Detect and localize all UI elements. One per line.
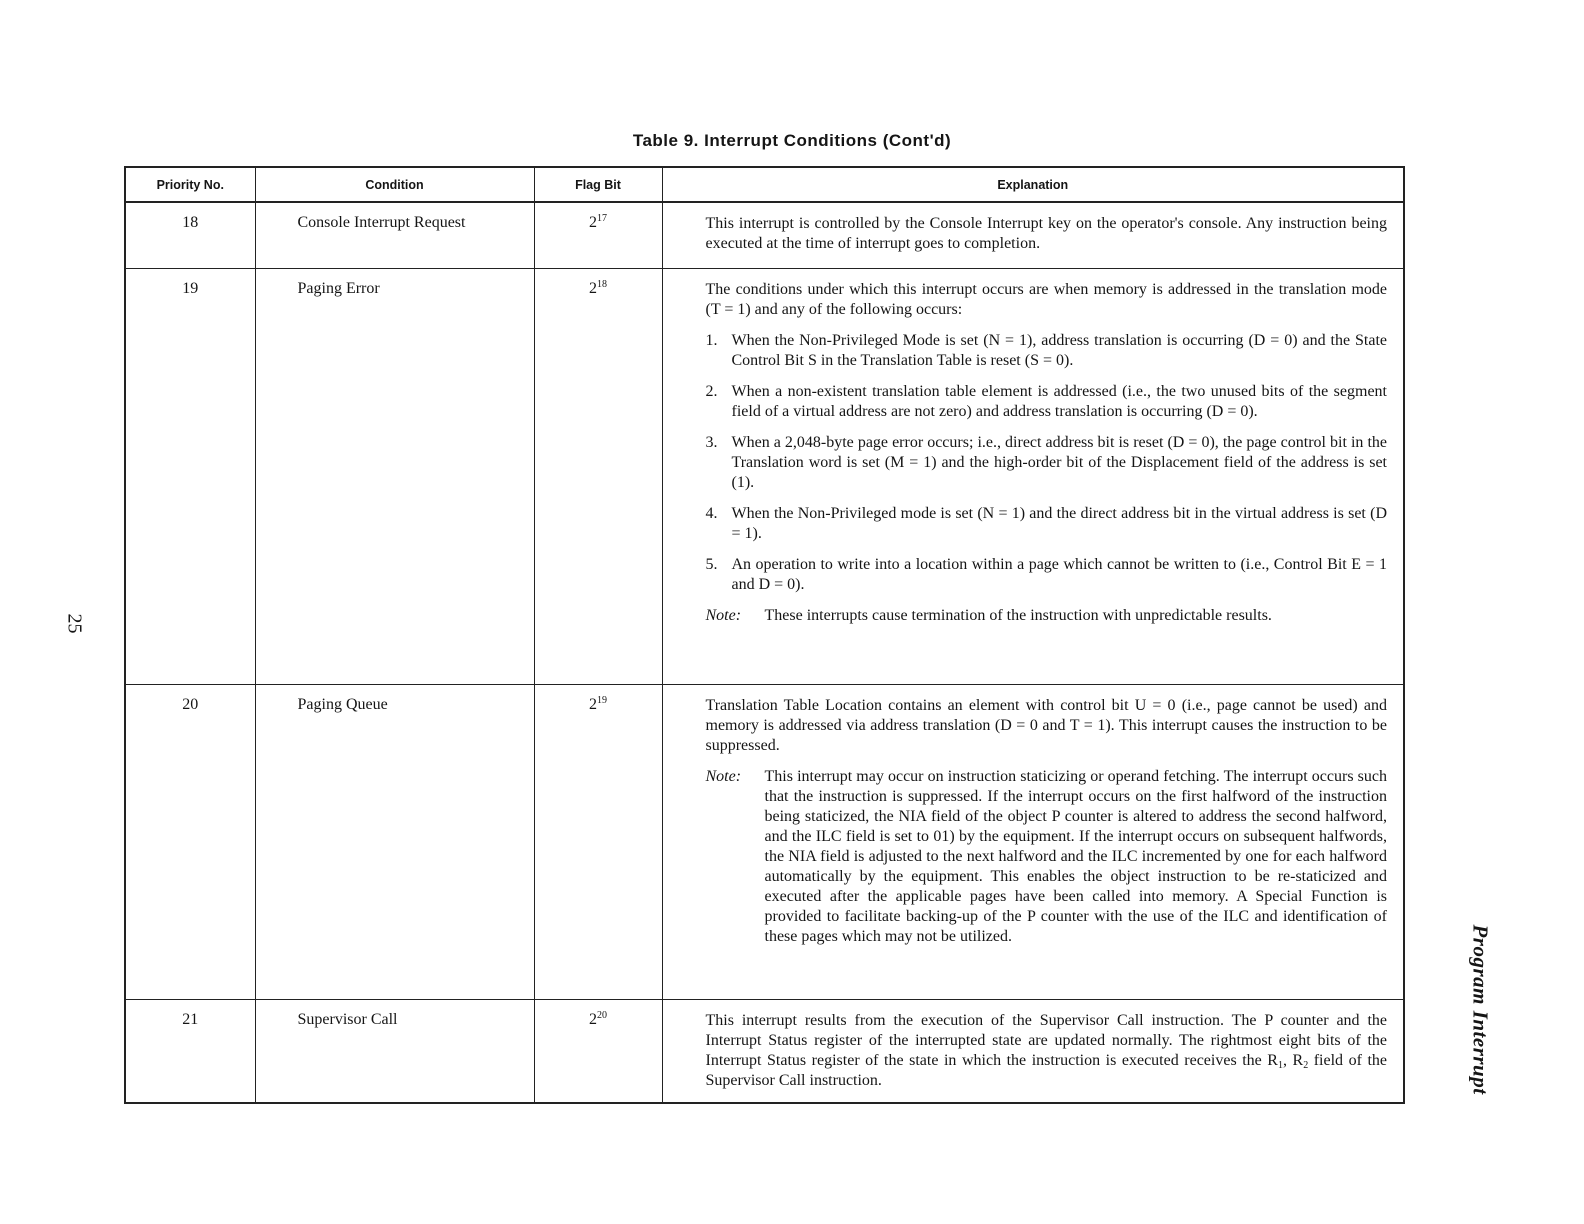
explanation-text-part: This interrupt results from the execution of the Supervisor Call instruction. The P counter and the Interrupt Status register of the interrupted state are updated normally. The rightmost eight bits of the Interrupt Status register of the state in which the instruction is executed receives the R <box>705 1011 1387 1069</box>
list-item-text: When the Non-Privileged mode is set (N = 1) and the direct address bit in the virtual address is set (D = 1). <box>731 504 1387 542</box>
list-item-number: 3. <box>705 433 718 451</box>
header-priority: Priority No. <box>125 167 255 202</box>
list-item-text: When a 2,048-byte page error occurs; i.e., direct address bit is reset (D = 0), the page control bit in the Translation word is set (M = 1) and the high-order bit of the Displacement field of the address is set (1). <box>731 433 1387 491</box>
flag-exponent: 19 <box>597 694 607 706</box>
condition-cell: Supervisor Call <box>255 999 534 1103</box>
list-item-number: 4. <box>705 504 718 522</box>
side-section-title: Program Interrupt <box>1468 924 1493 1095</box>
table-row <box>125 684 1404 999</box>
flag-base: 2 <box>589 214 597 231</box>
table-header-row <box>125 167 1404 202</box>
condition-cell: Paging Queue <box>255 684 534 999</box>
list-item-number: 5. <box>705 555 718 573</box>
condition-cell: Console Interrupt Request <box>255 202 534 268</box>
note-text: This interrupt may occur on instruction staticizing or operand fetching. The interrupt occurs such that the instruction is suppressed. If the interrupt occurs on the first halfword of the instruction being staticized, the NIA field of the object P counter is altered to address the second halfword, and the ILC field is set to 01) by the equipment. If the interrupt occurs on subsequent halfwords, the NIA field is adjusted to the next halfword and the ILC incremented by one for each halfword automatically by the equipment. This enables the object instruction to be re-staticized and executed after the applicable pages have been called into memory. A Special Function is provided to facilitate backing-up of the P counter with the use of the ILC and identification of these pages which may not be utilized. <box>764 767 1387 945</box>
list-item <box>706 504 1388 544</box>
explanation-text <box>706 1011 1388 1091</box>
flag-bit-cell <box>534 999 662 1103</box>
table-title: Table 9. Interrupt Conditions (Cont'd) <box>632 131 952 150</box>
header-explanation: Explanation <box>662 167 1404 202</box>
flag-base: 2 <box>589 1010 597 1028</box>
flag-base: 2 <box>589 695 597 713</box>
flag-bit-cell <box>534 684 662 999</box>
flag-base: 2 <box>589 279 597 297</box>
note <box>706 767 1388 947</box>
explanation-text-part: , R <box>1282 1051 1304 1069</box>
explanation-text: Translation Table Location contains an element with control bit U = 0 (i.e., page cannot be used) and memory is addressed via address translation (D = 0 and T = 1). This interrupt causes the instruction to be suppressed. <box>705 696 1387 754</box>
explanation-cell <box>662 202 1404 268</box>
priority-cell: 21 <box>125 999 255 1103</box>
priority-cell: 19 <box>125 268 255 684</box>
condition-cell: Paging Error <box>255 268 534 684</box>
list-item-text: An operation to write into a location within a page which cannot be written to (i.e., Control Bit E = 1 and D = 0). <box>731 555 1387 593</box>
explanation-text: The conditions under which this interrupt occurs are when memory is addressed in the translation mode (T = 1) and any of the following occurs: <box>705 280 1387 318</box>
flag-bit-cell <box>534 202 662 268</box>
table-row <box>125 268 1404 684</box>
explanation-text: This interrupt is controlled by the Console Interrupt key on the operator's console. Any instruction being executed at the time of interrupt goes to completion. <box>705 215 1387 252</box>
subscript: 2 <box>1303 1059 1309 1071</box>
subscript: 1 <box>1277 1059 1283 1071</box>
table-row <box>125 999 1404 1103</box>
flag-bit-cell <box>534 268 662 684</box>
explanation-cell <box>662 999 1404 1103</box>
explanation-cell <box>662 268 1404 684</box>
note-text: These interrupts cause termination of the instruction with unpredictable results. <box>764 606 1272 624</box>
list-item <box>706 555 1388 595</box>
header-flag-bit: Flag Bit <box>534 167 662 202</box>
list-item <box>706 433 1388 493</box>
table-row <box>125 202 1404 268</box>
header-condition: Condition <box>255 167 534 202</box>
list-item <box>706 331 1388 371</box>
list-item <box>706 382 1388 422</box>
flag-exponent: 18 <box>597 278 607 290</box>
list-item-text: When the Non-Privileged Mode is set (N = 1), address translation is occurring (D = 0) and the State Control Bit S in the Translation Table is reset (S = 0). <box>731 331 1387 369</box>
flag-exponent: 20 <box>597 1009 607 1021</box>
note <box>706 606 1388 626</box>
explanation-text-part: field of the Supervisor Call instruction. <box>705 1051 1387 1089</box>
list-item-number: 1. <box>705 331 718 349</box>
interrupt-conditions-table <box>124 166 1405 1104</box>
note-label: Note: <box>705 606 742 624</box>
note-label: Note: <box>705 767 742 785</box>
list-item-number: 2. <box>705 382 718 400</box>
flag-exponent: 17 <box>597 213 607 224</box>
priority-cell: 20 <box>125 684 255 999</box>
page-number: 25 <box>63 613 86 634</box>
explanation-cell <box>662 684 1404 999</box>
priority-cell: 18 <box>125 202 255 268</box>
list-item-text: When a non-existent translation table element is addressed (i.e., the two unused bits of the segment field of a virtual address are not zero) and address translation is occurring (D = 0). <box>731 382 1387 420</box>
